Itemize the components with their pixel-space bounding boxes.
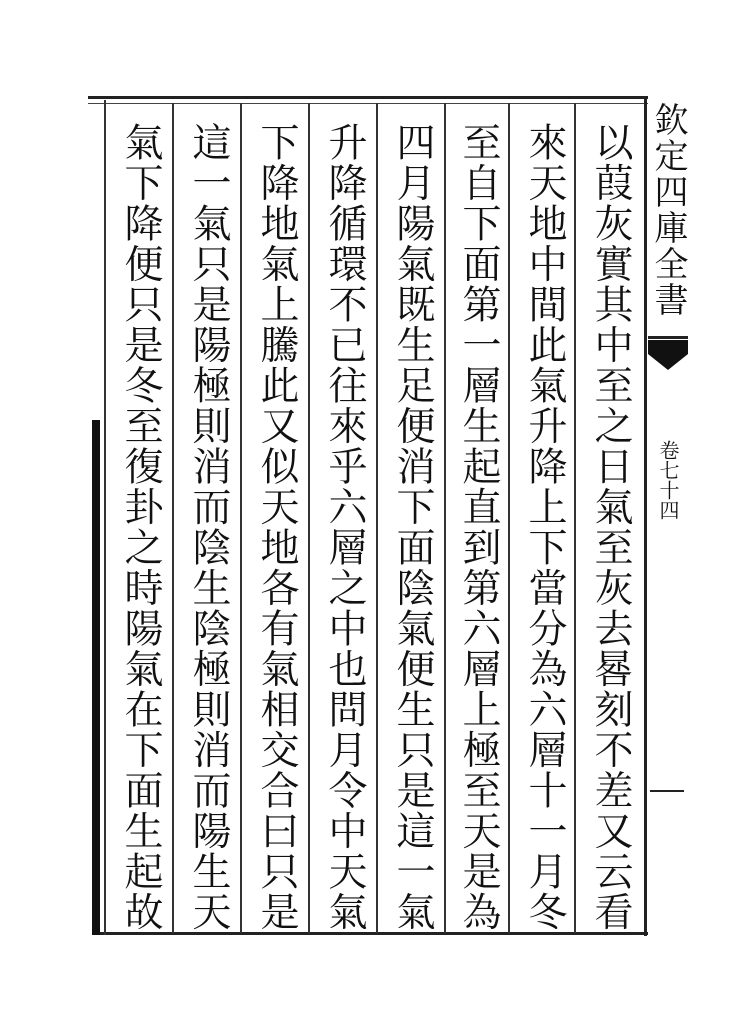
title-rule xyxy=(648,336,688,339)
text-column-1: 以葭灰實其中至之日氣至灰去晷刻不差又云看 xyxy=(588,122,633,932)
frame-bottom-border xyxy=(92,932,648,935)
text-column-6: 下降地氣上騰此又似天地各有氣相交合曰只是 xyxy=(254,122,299,932)
column-divider xyxy=(376,103,378,933)
text-column-5: 升降循環不已往來乎六層之中也問月令中天氣 xyxy=(322,122,367,932)
text-column-3: 至自下面第一層生起直到第六層上極至天是為 xyxy=(456,122,501,932)
text-column-4: 四月陽氣既生足便消下面陰氣便生只是這一氣 xyxy=(390,122,435,932)
text-column-7: 這一氣只是陽極則消而陰生陰極則消而陽生天 xyxy=(186,122,231,932)
frame-left-border xyxy=(104,100,106,935)
fish-tail-mark xyxy=(648,340,688,370)
column-divider xyxy=(508,103,510,933)
volume-number: 卷七十四 xyxy=(656,440,680,520)
frame-left-shadow xyxy=(92,420,100,935)
column-divider xyxy=(172,103,174,933)
book-title: 欽定四庫全書 xyxy=(648,102,688,318)
text-column-2: 來天地中間此氣升降上下當分為六層十一月冬 xyxy=(522,122,567,932)
margin-border xyxy=(644,96,647,936)
margin-tick xyxy=(650,790,684,792)
column-divider xyxy=(240,103,242,933)
column-divider xyxy=(308,103,310,933)
text-column-8: 氣下降便只是冬至復卦之時陽氣在下面生起故 xyxy=(118,122,163,932)
column-divider xyxy=(444,103,446,933)
frame-top-border xyxy=(88,96,648,99)
column-divider xyxy=(574,103,576,933)
